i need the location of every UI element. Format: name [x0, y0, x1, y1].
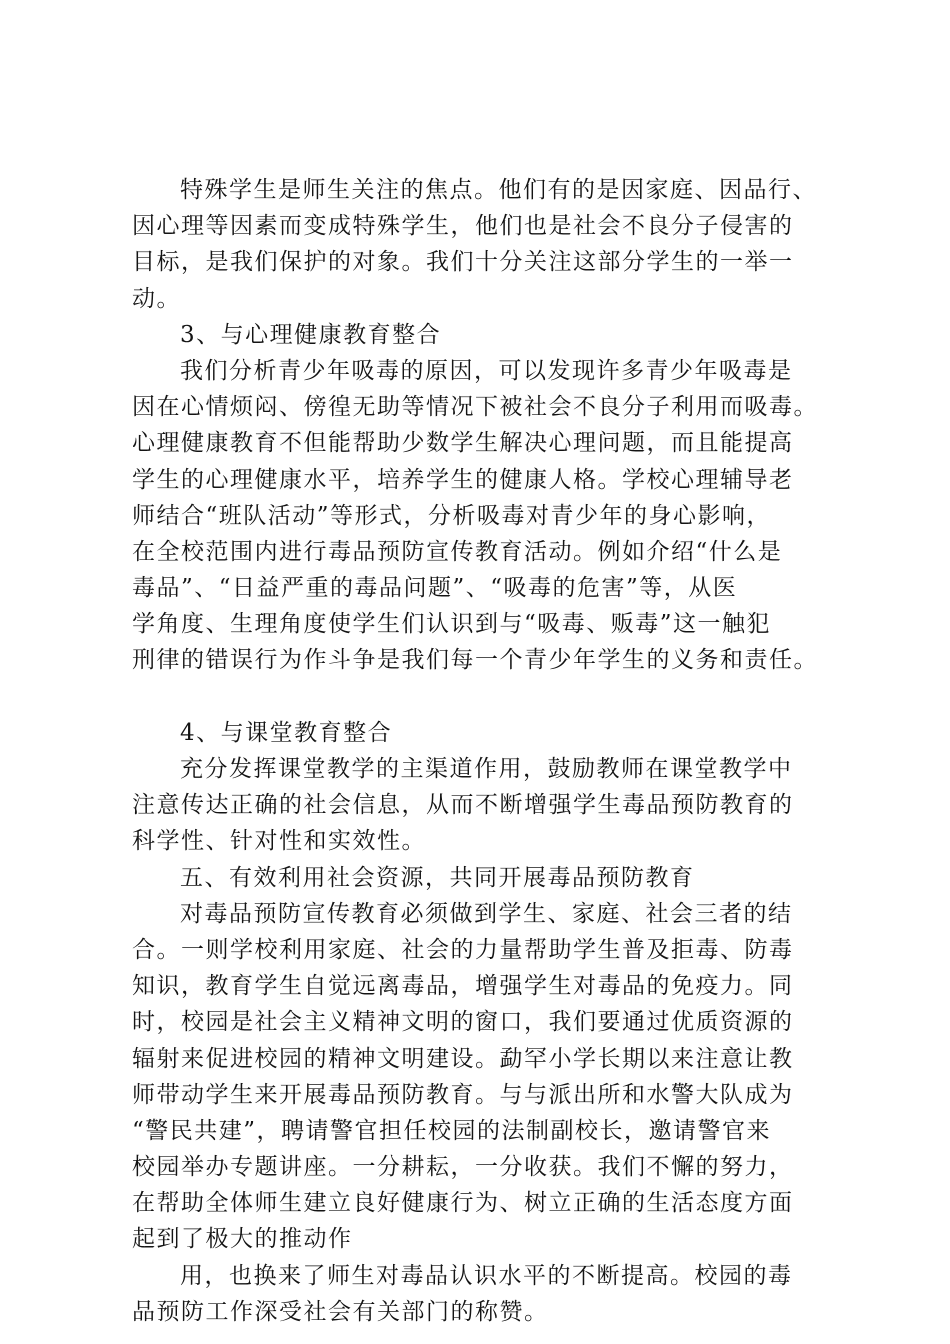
paragraph-line: “警民共建”，聘请警官担任校园的法制副校长，邀请警官来 — [132, 1117, 772, 1144]
paragraph-line: 知识，教育学生自觉远离毒品，增强学生对毒品的免疫力。同 — [132, 973, 794, 1000]
paragraph-line: 学角度、生理角度使学生们认识到与“吸毒、贩毒”这一触犯 — [132, 611, 772, 638]
paragraph-line: 毒品”、“日益严重的毒品问题”、“吸毒的危害”等，从医 — [132, 575, 738, 602]
paragraph-line: 校园举办专题讲座。一分耕耘，一分收获。我们不懈的努力， — [132, 1154, 794, 1181]
section-heading: 五、有效利用社会资源，共同开展毒品预防教育 — [180, 864, 695, 891]
section-heading: 3、与心理健康教育整合 — [180, 321, 442, 348]
paragraph-line: 用，也换来了师生对毒品认识水平的不断提高。校园的毒 — [180, 1262, 793, 1289]
paragraph-line: 科学性、针对性和实效性。 — [132, 828, 426, 855]
paragraph-line: 学生的心理健康水平，培养学生的健康人格。学校心理辅导老 — [132, 466, 794, 493]
paragraph-line: 因心理等因素而变成特殊学生，他们也是社会不良分子侵害的 — [132, 213, 794, 240]
paragraph-line: 师结合“班队活动”等形式，分析吸毒对青少年的身心影响， — [132, 502, 772, 529]
paragraph-line: 注意传达正确的社会信息，从而不断增强学生毒品预防教育的 — [132, 792, 794, 819]
paragraph-line: 起到了极大的推动作 — [132, 1226, 353, 1253]
paragraph-line: 刑律的错误行为作斗争是我们每一个青少年学生的义务和责任。 — [132, 647, 818, 674]
paragraph-line: 特殊学生是师生关注的焦点。他们有的是因家庭、因品行、 — [180, 177, 817, 203]
paragraph-line: 品预防工作深受社会有关部门的称赞。 — [132, 1298, 549, 1325]
paragraph-line: 充分发挥课堂教学的主渠道作用，鼓励教师在课堂教学中 — [180, 756, 793, 782]
paragraph-line: 合。一则学校利用家庭、社会的力量帮助学生普及拒毒、防毒 — [132, 936, 794, 963]
blank-line — [132, 679, 832, 715]
paragraph-line: 因在心情烦闷、傍徨无助等情况下被社会不良分子利用而吸毒。 — [132, 394, 818, 421]
paragraph-line: 心理健康教育不但能帮助少数学生解决心理问题，而且能提高 — [132, 430, 794, 457]
paragraph-line: 动。 — [132, 285, 181, 312]
paragraph-line: 辐射来促进校园的精神文明建设。勐罕小学长期以来注意让教 — [132, 1045, 794, 1072]
paragraph-line: 师带动学生来开展毒品预防教育。与与派出所和水警大队成为 — [132, 1081, 794, 1108]
paragraph-line: 在帮助全体师生建立良好健康行为、树立正确的生活态度方面 — [132, 1190, 794, 1217]
section-heading: 4、与课堂教育整合 — [180, 719, 393, 746]
paragraph-line: 我们分析青少年吸毒的原因，可以发现许多青少年吸毒是 — [180, 357, 793, 384]
paragraph-line: 时，校园是社会主义精神文明的窗口，我们要通过优质资源的 — [132, 1009, 794, 1036]
paragraph-line: 目标，是我们保护的对象。我们十分关注这部分学生的一举一 — [132, 249, 794, 276]
paragraph-line: 在全校范围内进行毒品预防宣传教育活动。例如介绍“什么是 — [132, 538, 783, 565]
paragraph-line: 对毒品预防宣传教育必须做到学生、家庭、社会三者的结 — [180, 900, 793, 927]
document-body — [132, 172, 832, 1330]
